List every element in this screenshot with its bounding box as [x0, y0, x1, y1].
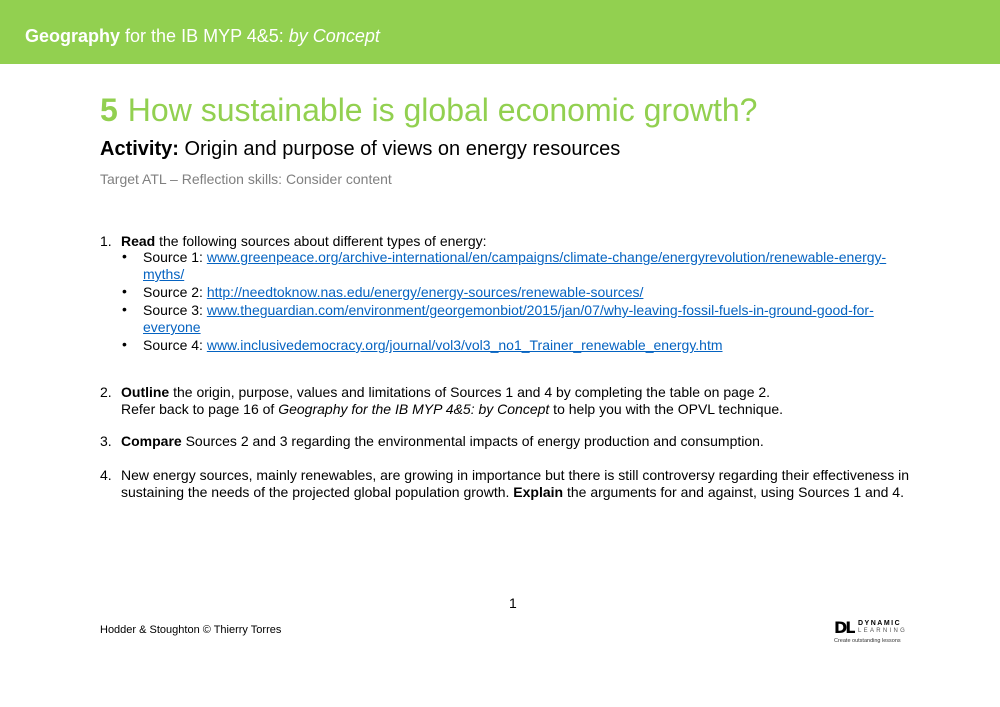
bullet-icon: • — [122, 301, 127, 317]
question-body-end: the arguments for and against, using Sources 1 and 4. — [563, 484, 904, 500]
source-3-link[interactable]: www.theguardian.com/environment/georgemonbiot/2015/jan/07/why-leaving-fossil-fuels-in-ground-good-for-everyone — [143, 302, 874, 335]
chapter-title-text: How sustainable is global economic growth? — [127, 92, 758, 128]
question-number: 3. — [100, 433, 112, 449]
command-term: Explain — [513, 484, 564, 500]
footer-copyright: Hodder & Stoughton © Thierry Torres — [100, 624, 282, 636]
question-body: New energy sources, mainly renewables, are growing in importance but there is still controversy regarding their effectiveness in sustaining the needs of the projected global population growth. — [121, 467, 910, 500]
question-body-line2-end: to help you with the OPVL technique. — [549, 401, 784, 417]
source-label: Source 3: — [143, 302, 207, 318]
activity-label: Activity: — [100, 138, 179, 160]
book-title-rest: for the IB MYP 4&5: — [120, 26, 284, 46]
question-number: 4. — [100, 467, 112, 483]
target-atl: Target ATL – Reflection skills: Consider content — [100, 171, 392, 187]
chapter-number: 5 — [100, 92, 118, 128]
source-1-link[interactable]: www.greenpeace.org/archive-international/en/campaigns/climate-change/energyrevolution/renewable-energy-myths/ — [143, 249, 887, 282]
command-term: Outline — [121, 384, 170, 400]
source-list — [122, 249, 912, 355]
question-text — [121, 433, 920, 450]
question-number: 1. — [100, 233, 112, 249]
dynamic-learning-logo — [834, 619, 914, 647]
source-label: Source 1: — [143, 249, 207, 265]
list-item — [122, 337, 912, 354]
activity-title: Origin and purpose of views on energy resources — [178, 138, 621, 160]
chapter-title — [100, 92, 757, 129]
source-label: Source 4: — [143, 337, 207, 353]
logo-word-learning: LEARNING — [858, 628, 908, 634]
source-2-link[interactable]: http://needtoknow.nas.edu/energy/energy-sources/renewable-sources/ — [206, 284, 644, 300]
list-item — [122, 249, 912, 283]
source-label: Source 2: — [143, 284, 207, 300]
activity-heading — [100, 138, 620, 161]
question-text — [121, 233, 920, 250]
question-body: Sources 2 and 3 regarding the environmental impacts of energy production and consumption. — [181, 433, 764, 449]
question-number: 2. — [100, 384, 112, 400]
question-body: the origin, purpose, values and limitations of Sources 1 and 4 by completing the table on page 2. — [169, 384, 771, 400]
source-4-link[interactable]: www.inclusivedemocracy.org/journal/vol3/vol3_no1_Trainer_renewable_energy.htm — [206, 337, 723, 353]
question-text — [121, 467, 920, 501]
dl-logo-mark: DL — [834, 618, 854, 637]
command-term: Read — [121, 233, 156, 249]
book-title — [25, 26, 380, 47]
question-body: the following sources about different types of energy: — [155, 233, 487, 249]
bullet-icon: • — [122, 336, 127, 352]
book-title-bold: Geography — [25, 26, 121, 46]
header-banner — [0, 0, 1000, 64]
logo-tagline: Create outstanding lessons — [834, 638, 901, 644]
bullet-icon: • — [122, 283, 127, 299]
command-term: Compare — [121, 433, 182, 449]
page-number: 1 — [509, 595, 517, 611]
book-title-italic: by Concept — [283, 26, 380, 46]
list-item — [122, 302, 912, 336]
list-item — [122, 284, 912, 301]
bullet-icon: • — [122, 248, 127, 264]
question-text — [121, 384, 920, 418]
logo-word-dynamic: DYNAMIC — [858, 620, 902, 627]
book-reference: Geography for the IB MYP 4&5: by Concept — [278, 401, 550, 417]
question-body-line2: Refer back to page 16 of — [121, 401, 279, 417]
